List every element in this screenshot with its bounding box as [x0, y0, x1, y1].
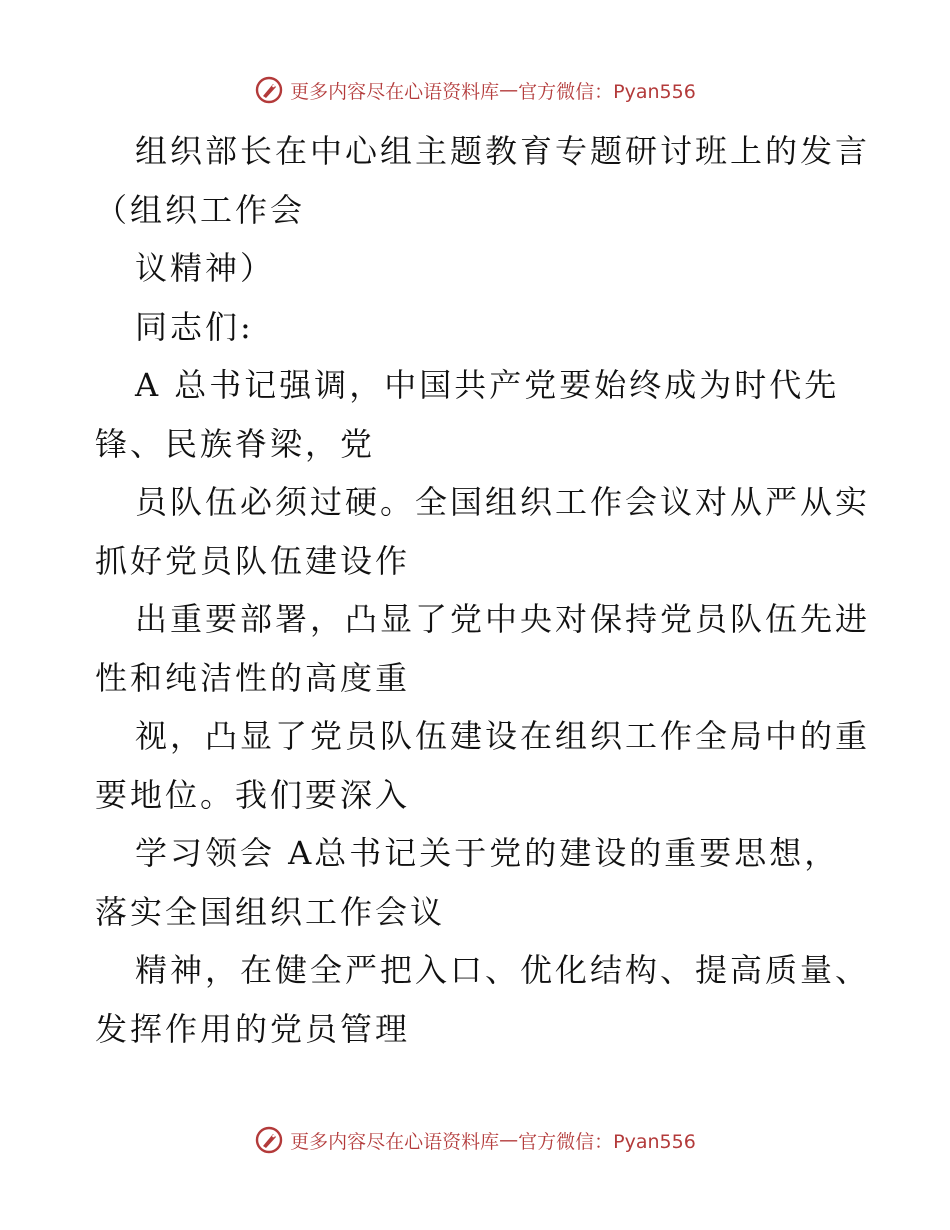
document-title-line-2: （组织工作会	[95, 190, 306, 229]
pen-nib-logo-icon	[254, 75, 284, 105]
banner-separator: —	[499, 1129, 519, 1151]
paragraph-line: 抓好党员队伍建设作	[95, 541, 411, 580]
paragraph-line: 锋、民族脊梁，党	[95, 424, 376, 463]
paragraph-line: 出重要部署，凸显了党中央对保持党员队伍先进	[135, 600, 871, 638]
paragraph-line: 发挥作用的党员管理	[95, 1009, 411, 1048]
salutation: 同志们:	[135, 307, 254, 346]
paragraph-line: 精神，在健全严把入口、优化结构、提高质量、	[135, 951, 871, 989]
banner-site-text: 更多内容尽在心语资料库	[290, 80, 500, 103]
paragraph-line: 员队伍必须过硬。全国组织工作会议对从严从实	[135, 483, 871, 521]
paragraph-line: A 总书记强调，中国共产党要始终成为时代先	[135, 366, 840, 404]
pen-nib-logo-icon	[254, 1125, 284, 1155]
paragraph-line: 学习领会 A总书记关于党的建设的重要思想，	[135, 834, 840, 872]
banner-site-text: 更多内容尽在心语资料库	[290, 1130, 500, 1153]
document-title-line-1: 组织部长在中心组主题教育专题研讨班上的发言	[135, 132, 871, 170]
header-banner	[0, 70, 950, 110]
document-body	[95, 122, 875, 1058]
footer-banner	[0, 1120, 950, 1160]
banner-wechat-text: 官方微信：Pyan556	[518, 80, 696, 103]
banner-wechat-text: 官方微信：Pyan556	[518, 1130, 696, 1153]
banner-separator: —	[499, 79, 519, 101]
document-title-line-3: 议精神）	[135, 249, 276, 287]
paragraph-line: 视，凸显了党员队伍建设在组织工作全局中的重	[135, 717, 871, 755]
paragraph-line: 落实全国组织工作会议	[95, 892, 446, 931]
paragraph-line: 要地位。我们要深入	[95, 775, 411, 814]
paragraph-line: 性和纯洁性的高度重	[95, 658, 411, 697]
